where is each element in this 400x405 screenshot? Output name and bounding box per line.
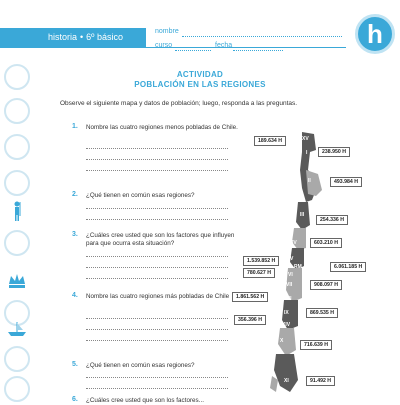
population-label: 254.336 H xyxy=(316,215,348,225)
name-field[interactable] xyxy=(182,36,342,37)
population-label: 780.627 H xyxy=(243,268,275,278)
population-label: 189.634 H xyxy=(254,136,286,146)
question-number: 5. xyxy=(72,361,78,368)
answer-line[interactable] xyxy=(86,329,228,330)
grade-label: 6º básico xyxy=(86,32,123,42)
region-numeral: V xyxy=(290,256,294,262)
region-numeral: IV xyxy=(292,240,297,246)
answer-line[interactable] xyxy=(86,208,228,209)
question-number: 2. xyxy=(72,191,78,198)
course-field[interactable] xyxy=(175,50,211,51)
region-numeral: XV xyxy=(302,136,309,142)
swirl-ornament xyxy=(4,376,30,402)
population-label: 1.861.562 H xyxy=(232,292,268,302)
population-label: 869.535 H xyxy=(306,308,338,318)
answer-line[interactable] xyxy=(86,267,228,268)
swirl-ornament xyxy=(4,170,30,196)
soldier-icon xyxy=(6,200,28,222)
subject-grade: historia • 6º básico xyxy=(48,32,123,42)
subject-label: historia xyxy=(48,32,78,42)
logo-h: h xyxy=(355,14,395,54)
swirl-ornament xyxy=(4,98,30,124)
question-number: 1. xyxy=(72,123,78,130)
population-label: 908.097 H xyxy=(310,280,342,290)
date-label: fecha xyxy=(215,42,233,49)
swirl-ornament xyxy=(4,134,30,160)
population-label: 493.984 H xyxy=(330,177,362,187)
answer-line[interactable] xyxy=(86,318,228,319)
region-numeral: II xyxy=(308,178,311,184)
answer-line[interactable] xyxy=(86,159,228,160)
question-number: 4. xyxy=(72,292,78,299)
region-numeral: I xyxy=(306,150,308,156)
region-numeral: VII xyxy=(286,282,293,288)
region-numeral: XI xyxy=(284,378,289,384)
swirl-ornament xyxy=(4,230,30,256)
map-region-iv xyxy=(292,228,306,250)
decorative-strip xyxy=(0,50,34,400)
question-text: ¿Qué tienen en común esas regiones? xyxy=(86,192,195,199)
answer-line[interactable] xyxy=(86,256,228,257)
header-divider xyxy=(146,47,346,48)
region-numeral: XIV xyxy=(282,322,291,328)
course-label: curso xyxy=(155,42,173,49)
population-label: 603.210 H xyxy=(310,238,342,248)
date-field[interactable] xyxy=(233,50,283,51)
activity-title: ACTIVIDAD xyxy=(176,70,224,79)
question-number: 6. xyxy=(72,396,78,403)
question-text: ¿Qué tienen en común esas regiones? xyxy=(86,362,195,369)
answer-line[interactable] xyxy=(86,278,228,279)
question-text: ¿Cuáles cree usted que son los factores que influyen para que ocurra esta situación? xyxy=(86,232,235,247)
population-label: 716.639 H xyxy=(300,340,332,350)
ship-icon xyxy=(6,318,28,340)
region-numeral: VIII xyxy=(284,296,292,302)
region-numeral: VI xyxy=(288,272,293,278)
population-label: 91.492 H xyxy=(306,376,335,386)
region-numeral: RM xyxy=(294,264,302,270)
question-text: ¿Cuáles cree usted que son los factores... xyxy=(86,397,204,404)
answer-line[interactable] xyxy=(86,170,228,171)
answer-line[interactable] xyxy=(86,388,228,389)
question-text: Nombre las cuatro regiones menos pobladas de Chile. xyxy=(86,124,238,131)
population-label: 1.539.852 H xyxy=(243,256,279,266)
activity-subtitle: POBLACIÓN EN LAS REGIONES xyxy=(134,80,266,89)
answer-line[interactable] xyxy=(86,377,228,378)
population-label: 238.950 H xyxy=(318,147,350,157)
crown-icon xyxy=(6,270,28,292)
answer-line[interactable] xyxy=(86,219,228,220)
question-number: 3. xyxy=(72,231,78,238)
answer-line[interactable] xyxy=(86,148,228,149)
question-text: Nombre las cuatro regiones más pobladas de Chile xyxy=(86,293,230,300)
map-islands xyxy=(270,376,278,392)
region-numeral: IX xyxy=(284,310,289,316)
region-numeral: X xyxy=(280,338,284,344)
swirl-ornament xyxy=(4,346,30,372)
population-label: 6.061.185 H xyxy=(330,262,366,272)
name-label: nombre xyxy=(155,28,179,35)
instructions: Observe el siguiente mapa y datos de población; luego, responda a las preguntas. xyxy=(60,100,298,107)
answer-line[interactable] xyxy=(86,340,228,341)
region-numeral: III xyxy=(300,212,305,218)
population-label: 356.396 H xyxy=(234,315,266,325)
map-region-xi xyxy=(274,354,298,392)
